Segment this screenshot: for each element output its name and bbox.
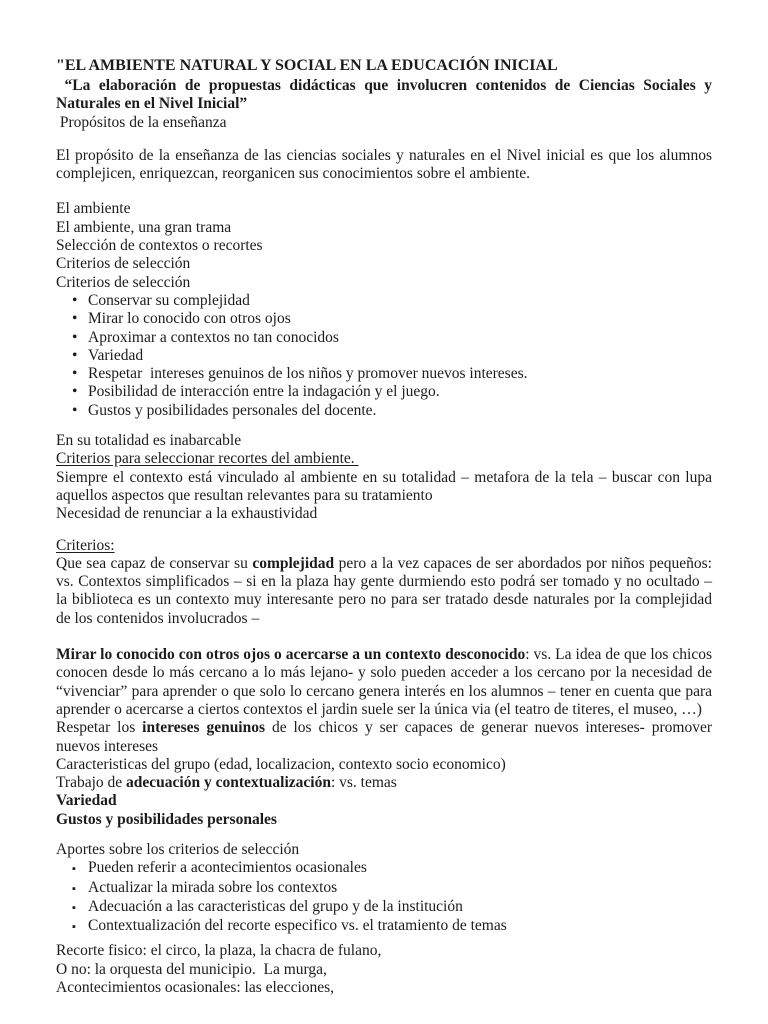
list-item (56, 347, 712, 365)
list-item (56, 879, 712, 898)
text-line-recorte-fisico: Recorte fisico: el circo, la plaza, la chacra de fulano, (56, 942, 382, 960)
text-line-necesidad: Necesidad de renunciar a la exhaustividad (56, 505, 318, 523)
text-line-gustos: Gustos y posibilidades personales (56, 810, 277, 828)
paragraph-text: pero a la vez capaces de ser abordados por niños pequeños: vs. Contextos simplificados – si en la plaza hay gente durmiendo esto podrá ser tomado y no ocultado – la biblioteca es un contexto muy interesante pero no para ser tratado desde naturales por la complejidad de los contenidos involucrados – (56, 554, 716, 627)
criterios-bullet-list (56, 292, 712, 420)
list-item (56, 898, 712, 917)
ambiente-lines (56, 200, 712, 291)
bold-adecuacion: adecuación y contextualización (126, 774, 331, 792)
document-title: "EL AMBIENTE NATURAL Y SOCIAL EN LA EDUCACIÓN INICIAL (56, 57, 558, 74)
document-subtitle: “La elaboración de propuestas didácticas que involucren contenidos de Ciencias Sociales y Naturales en el Nivel Inicial” (56, 77, 716, 113)
text-line-totalidad: En su totalidad es inabarcable (56, 432, 242, 450)
list-item (56, 383, 712, 401)
square-bullet-icon: ▪ (72, 921, 76, 934)
text-line-acontecimientos: Acontecimientos ocasionales: las elecciones, (56, 979, 335, 997)
paragraph-text: Trabajo de (56, 774, 127, 792)
text-line-caracteristicas: Caracteristicas del grupo (edad, localizacion, contexto socio economico) (56, 755, 506, 773)
paragraph-text: : vs. La idea de que los chicos conocen desde lo más cercano a lo más lejano- y solo pueden acceder a los cercano por la necesidad de “vivenciar” para aprender o que solo lo cercano genera interés en los alumnos – tener en cuenta que para aprender o acercarse a ciertos contextos el jardin suele ser la única via (el teatro de titeres, el museo, …) (56, 646, 716, 718)
text-line-o-no: O no: la orquesta del municipio. La murga, (56, 960, 327, 978)
list-item (56, 310, 712, 328)
list-item-label: Aproximar a contextos no tan conocidos (88, 328, 339, 346)
paragraph-text: : vs. temas (330, 774, 397, 792)
list-item (56, 402, 712, 420)
list-item-label: Pueden referir a acontecimientos ocasionales (88, 859, 367, 877)
square-bullet-icon: ▪ (72, 882, 76, 895)
paragraph-proposito: El propósito de la enseñanza de las ciencias sociales y naturales en el Nivel inicial es que los alumnos complejicen, enriquezcan, reorganicen sus conocimientos sobre el ambiente. (56, 146, 716, 183)
list-item-label: Mirar lo conocido con otros ojos (88, 310, 291, 328)
list-item-label: Adecuación a las caracteristicas del grupo y de la institución (88, 897, 463, 915)
bullet-icon: • (72, 291, 78, 309)
bold-complejidad: complejidad (252, 554, 335, 572)
text-line-seleccion-contextos: Selección de contextos o recortes (56, 237, 263, 255)
list-item-label: Actualizar la mirada sobre los contextos (88, 878, 338, 896)
bullet-icon: • (72, 346, 78, 364)
list-item (56, 329, 712, 347)
bold-intereses-genuinos: intereses genuinos (142, 719, 266, 737)
square-bullet-icon: ▪ (72, 863, 76, 876)
list-item (56, 917, 712, 936)
list-item-label: Conservar su complejidad (88, 291, 250, 309)
aportes-bullet-list (56, 859, 712, 936)
list-item-label: Contextualización del recorte especifico vs. el tratamiento de temas (88, 917, 507, 935)
list-item-label: Variedad (88, 346, 144, 364)
bullet-icon: • (72, 383, 78, 401)
bullet-icon: • (72, 328, 78, 346)
heading-aportes: Aportes sobre los criterios de selección (56, 840, 300, 858)
list-item-label: Posibilidad de interacción entre la indagación y el juego. (88, 383, 440, 401)
paragraph-mirar-conocido (56, 646, 716, 719)
list-item (56, 365, 712, 383)
list-item-label: Gustos y posibilidades personales del docente. (88, 401, 377, 419)
line-propositos: Propósitos de la enseñanza (56, 113, 227, 131)
text-line-trabajo (56, 774, 712, 792)
paragraph-text: Que sea capaz de conservar su (56, 554, 253, 572)
list-item-label: Respetar intereses genuinos de los niños y promover nuevos intereses. (88, 365, 528, 383)
heading-criterios: Criterios: (56, 536, 115, 554)
square-bullet-icon: ▪ (72, 901, 76, 914)
paragraph-text: de los chicos y ser capaces de generar nuevos intereses- promover nuevos intereses (56, 719, 716, 755)
text-line-el-ambiente: El ambiente (56, 200, 131, 218)
criterios-section (56, 536, 716, 628)
text-line-gran-trama: El ambiente, una gran trama (56, 218, 232, 236)
bullet-icon: • (72, 310, 78, 328)
list-item (56, 292, 712, 310)
bold-mirar-heading: Mirar lo conocido con otros ojos o acercarse a un contexto desconocido (56, 646, 526, 664)
ejemplos-section (56, 942, 712, 997)
text-line-variedad: Variedad (56, 792, 117, 810)
paragraph-text: Respetar los (56, 719, 143, 737)
bullet-icon: • (72, 401, 78, 419)
recortes-section (56, 432, 716, 523)
text-line-criterios-seleccion-2: Criterios de selección (56, 273, 191, 291)
list-item (56, 859, 712, 878)
paragraph-siempre-contexto: Siempre el contexto está vinculado al ambiente en su totalidad – metafora de la tela – buscar con lupa aquellos aspectos que resultan relevantes para su tratamiento (56, 468, 716, 504)
paragraph-complejidad (56, 554, 716, 628)
bullet-icon: • (72, 365, 78, 383)
paragraph-respetar-intereses (56, 719, 716, 756)
text-line-criterios-seleccion-1: Criterios de selección (56, 255, 191, 273)
heading-criterios-recortes: Criterios para seleccionar recortes del ambiente. (56, 450, 359, 468)
